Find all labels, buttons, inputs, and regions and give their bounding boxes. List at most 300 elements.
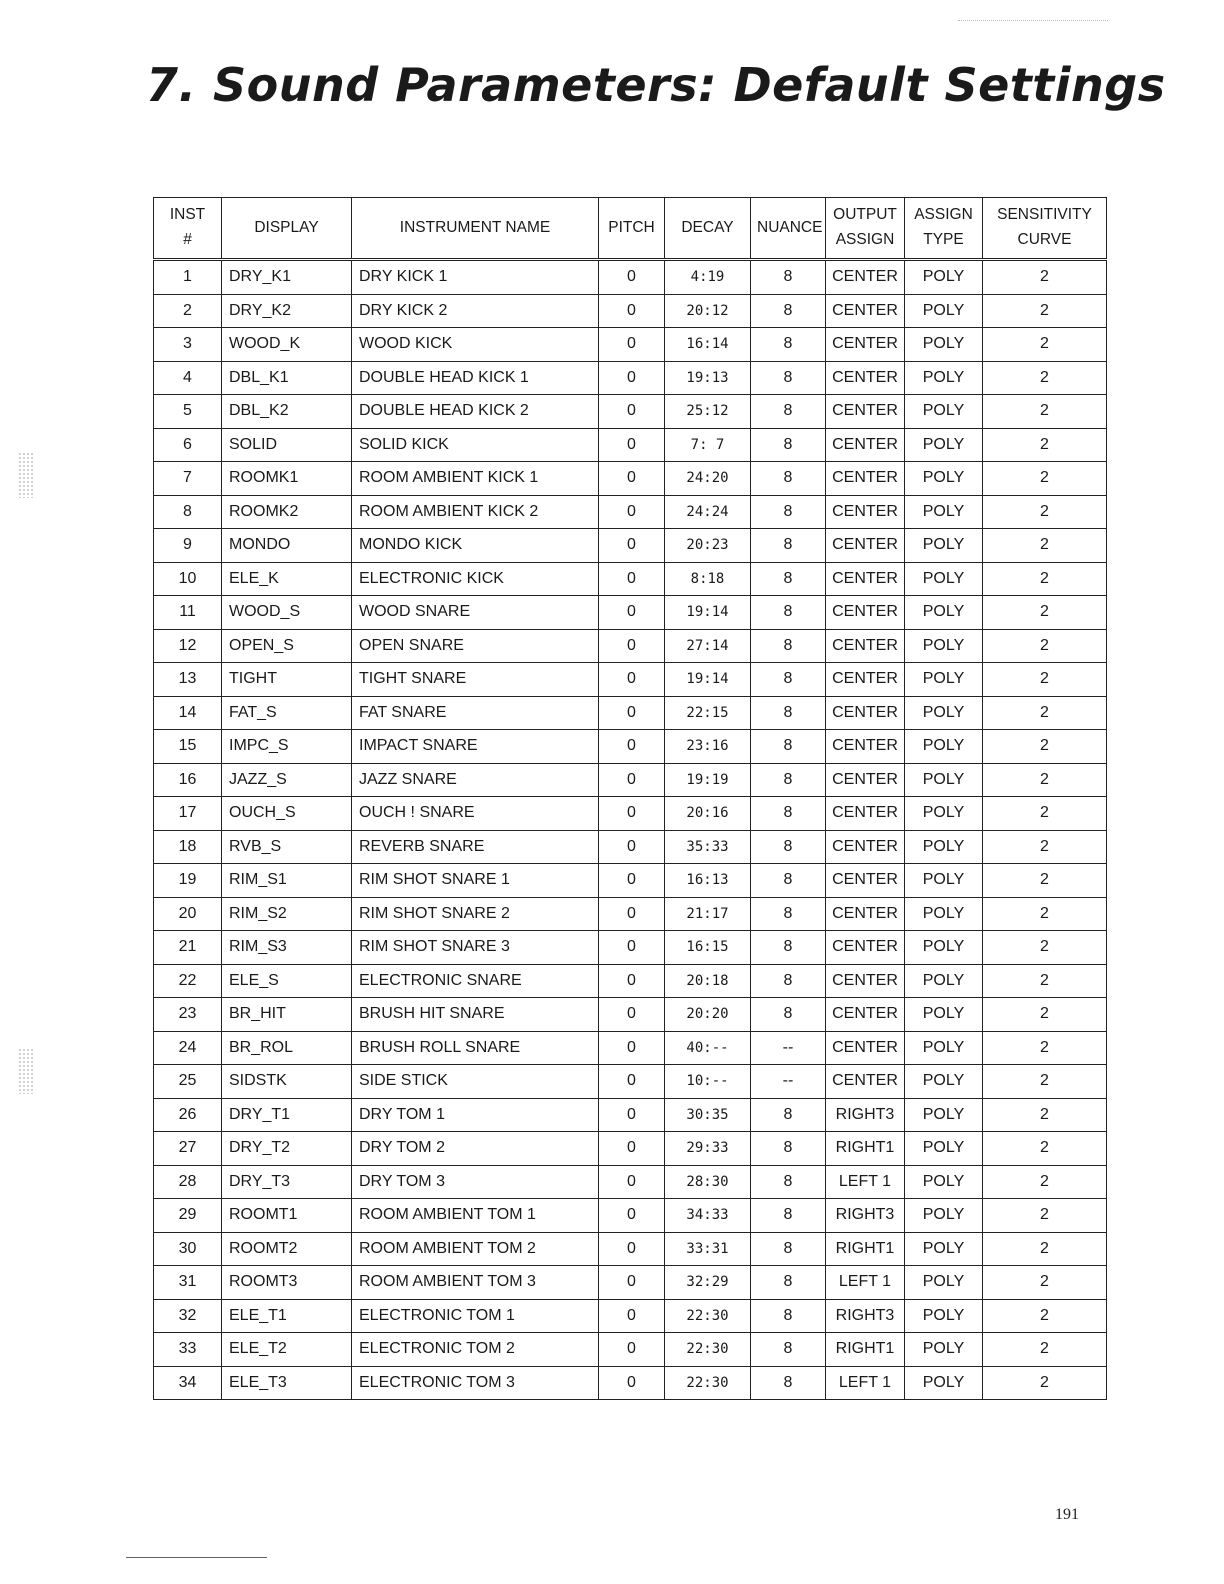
display-cell: WOOD_K bbox=[222, 328, 352, 362]
display-cell: DRY_T1 bbox=[222, 1098, 352, 1132]
nuance-cell: 8 bbox=[751, 260, 826, 295]
pitch-cell: 0 bbox=[599, 730, 665, 764]
header-inst-line1: INST bbox=[169, 206, 206, 224]
header-output-line2: ASSIGN bbox=[835, 231, 895, 248]
pitch-cell: 0 bbox=[599, 462, 665, 496]
pitch-cell: 0 bbox=[599, 964, 665, 998]
instrument-name-cell: ELECTRONIC TOM 2 bbox=[352, 1333, 599, 1367]
sensitivity-curve-cell: 2 bbox=[983, 696, 1107, 730]
header-sensitivity-curve bbox=[983, 198, 1107, 260]
assign-type-cell: POLY bbox=[905, 1165, 983, 1199]
decay-cell: 19:19 bbox=[665, 763, 751, 797]
pitch-cell: 0 bbox=[599, 931, 665, 965]
decay-cell: 33:31 bbox=[665, 1232, 751, 1266]
assign-type-cell: POLY bbox=[905, 864, 983, 898]
scan-artifact bbox=[18, 1048, 34, 1094]
inst-number-cell: 3 bbox=[154, 328, 222, 362]
inst-number-cell: 20 bbox=[154, 897, 222, 931]
assign-type-cell: POLY bbox=[905, 931, 983, 965]
nuance-cell: 8 bbox=[751, 395, 826, 429]
pitch-cell: 0 bbox=[599, 897, 665, 931]
nuance-cell: 8 bbox=[751, 1266, 826, 1300]
sensitivity-curve-cell: 2 bbox=[983, 294, 1107, 328]
nuance-cell: 8 bbox=[751, 1098, 826, 1132]
pitch-cell: 0 bbox=[599, 696, 665, 730]
assign-type-cell: POLY bbox=[905, 629, 983, 663]
display-cell: JAZZ_S bbox=[222, 763, 352, 797]
display-cell: RIM_S1 bbox=[222, 864, 352, 898]
output-assign-cell: LEFT 1 bbox=[826, 1165, 905, 1199]
output-assign-cell: CENTER bbox=[826, 495, 905, 529]
decay-cell: 32:29 bbox=[665, 1266, 751, 1300]
table-row bbox=[154, 361, 1107, 395]
sensitivity-curve-cell: 2 bbox=[983, 462, 1107, 496]
nuance-cell: 8 bbox=[751, 696, 826, 730]
nuance-cell: 8 bbox=[751, 897, 826, 931]
table-row bbox=[154, 562, 1107, 596]
header-decay-label: DECAY bbox=[681, 218, 734, 236]
sensitivity-curve-cell: 2 bbox=[983, 1098, 1107, 1132]
table-row bbox=[154, 395, 1107, 429]
sensitivity-curve-cell: 2 bbox=[983, 1333, 1107, 1367]
output-assign-cell: CENTER bbox=[826, 562, 905, 596]
inst-number-cell: 14 bbox=[154, 696, 222, 730]
sensitivity-curve-cell: 2 bbox=[983, 495, 1107, 529]
inst-number-cell: 23 bbox=[154, 998, 222, 1032]
decay-cell: 20:20 bbox=[665, 998, 751, 1032]
pitch-cell: 0 bbox=[599, 1333, 665, 1367]
table-row bbox=[154, 260, 1107, 295]
inst-number-cell: 16 bbox=[154, 763, 222, 797]
page-number: 191 bbox=[1055, 1506, 1079, 1523]
pitch-cell: 0 bbox=[599, 629, 665, 663]
sensitivity-curve-cell: 2 bbox=[983, 1299, 1107, 1333]
assign-type-cell: POLY bbox=[905, 964, 983, 998]
sensitivity-curve-cell: 2 bbox=[983, 428, 1107, 462]
sensitivity-curve-cell: 2 bbox=[983, 361, 1107, 395]
nuance-cell: -- bbox=[751, 1031, 826, 1065]
pitch-cell: 0 bbox=[599, 1098, 665, 1132]
decay-cell: 29:33 bbox=[665, 1132, 751, 1166]
instrument-name-cell: SIDE STICK bbox=[352, 1065, 599, 1099]
nuance-cell: 8 bbox=[751, 797, 826, 831]
decay-cell: 35:33 bbox=[665, 830, 751, 864]
assign-type-cell: POLY bbox=[905, 830, 983, 864]
sensitivity-curve-cell: 2 bbox=[983, 1165, 1107, 1199]
sensitivity-curve-cell: 2 bbox=[983, 260, 1107, 295]
table-body bbox=[154, 260, 1107, 1400]
decay-cell: 22:15 bbox=[665, 696, 751, 730]
header-inst-line2: # bbox=[183, 231, 192, 248]
decay-cell: 19:13 bbox=[665, 361, 751, 395]
sensitivity-curve-cell: 2 bbox=[983, 897, 1107, 931]
sensitivity-curve-cell: 2 bbox=[983, 1366, 1107, 1400]
display-cell: ELE_S bbox=[222, 964, 352, 998]
display-cell: RIM_S2 bbox=[222, 897, 352, 931]
nuance-cell: 8 bbox=[751, 931, 826, 965]
sound-parameters-table bbox=[153, 197, 1107, 1400]
output-assign-cell: RIGHT1 bbox=[826, 1232, 905, 1266]
inst-number-cell: 25 bbox=[154, 1065, 222, 1099]
table-row bbox=[154, 964, 1107, 998]
sensitivity-curve-cell: 2 bbox=[983, 830, 1107, 864]
sensitivity-curve-cell: 2 bbox=[983, 1065, 1107, 1099]
display-cell: ROOMT2 bbox=[222, 1232, 352, 1266]
inst-number-cell: 7 bbox=[154, 462, 222, 496]
decay-cell: 23:16 bbox=[665, 730, 751, 764]
assign-type-cell: POLY bbox=[905, 428, 983, 462]
display-cell: ELE_T1 bbox=[222, 1299, 352, 1333]
pitch-cell: 0 bbox=[599, 1266, 665, 1300]
display-cell: FAT_S bbox=[222, 696, 352, 730]
inst-number-cell: 4 bbox=[154, 361, 222, 395]
assign-type-cell: POLY bbox=[905, 1366, 983, 1400]
pitch-cell: 0 bbox=[599, 529, 665, 563]
pitch-cell: 0 bbox=[599, 1232, 665, 1266]
assign-type-cell: POLY bbox=[905, 562, 983, 596]
output-assign-cell: CENTER bbox=[826, 596, 905, 630]
decay-cell: 34:33 bbox=[665, 1199, 751, 1233]
display-cell: WOOD_S bbox=[222, 596, 352, 630]
nuance-cell: 8 bbox=[751, 328, 826, 362]
table-row bbox=[154, 1299, 1107, 1333]
pitch-cell: 0 bbox=[599, 395, 665, 429]
nuance-cell: 8 bbox=[751, 462, 826, 496]
table-row bbox=[154, 328, 1107, 362]
nuance-cell: 8 bbox=[751, 361, 826, 395]
output-assign-cell: CENTER bbox=[826, 260, 905, 295]
display-cell: RVB_S bbox=[222, 830, 352, 864]
output-assign-cell: CENTER bbox=[826, 1065, 905, 1099]
table-row bbox=[154, 428, 1107, 462]
display-cell: ROOMT3 bbox=[222, 1266, 352, 1300]
assign-type-cell: POLY bbox=[905, 529, 983, 563]
assign-type-cell: POLY bbox=[905, 1132, 983, 1166]
nuance-cell: 8 bbox=[751, 428, 826, 462]
assign-type-cell: POLY bbox=[905, 1232, 983, 1266]
instrument-name-cell: TIGHT SNARE bbox=[352, 663, 599, 697]
assign-type-cell: POLY bbox=[905, 1031, 983, 1065]
nuance-cell: 8 bbox=[751, 629, 826, 663]
display-cell: ELE_T3 bbox=[222, 1366, 352, 1400]
decay-cell: 10:-- bbox=[665, 1065, 751, 1099]
sensitivity-curve-cell: 2 bbox=[983, 1199, 1107, 1233]
table-row bbox=[154, 763, 1107, 797]
instrument-name-cell: DRY KICK 2 bbox=[352, 294, 599, 328]
decay-cell: 25:12 bbox=[665, 395, 751, 429]
instrument-name-cell: JAZZ SNARE bbox=[352, 763, 599, 797]
header-output-line1: OUTPUT bbox=[833, 206, 897, 224]
instrument-name-cell: WOOD KICK bbox=[352, 328, 599, 362]
pitch-cell: 0 bbox=[599, 428, 665, 462]
assign-type-cell: POLY bbox=[905, 260, 983, 295]
table-row bbox=[154, 629, 1107, 663]
decay-cell: 20:12 bbox=[665, 294, 751, 328]
header-output-assign bbox=[826, 198, 905, 260]
instrument-name-cell: DOUBLE HEAD KICK 1 bbox=[352, 361, 599, 395]
display-cell: DRY_K2 bbox=[222, 294, 352, 328]
output-assign-cell: CENTER bbox=[826, 663, 905, 697]
decay-cell: 16:15 bbox=[665, 931, 751, 965]
table-row bbox=[154, 495, 1107, 529]
nuance-cell: 8 bbox=[751, 864, 826, 898]
inst-number-cell: 27 bbox=[154, 1132, 222, 1166]
decay-cell: 40:-- bbox=[665, 1031, 751, 1065]
sensitivity-curve-cell: 2 bbox=[983, 1232, 1107, 1266]
pitch-cell: 0 bbox=[599, 797, 665, 831]
display-cell: ELE_T2 bbox=[222, 1333, 352, 1367]
instrument-name-cell: DOUBLE HEAD KICK 2 bbox=[352, 395, 599, 429]
instrument-name-cell: RIM SHOT SNARE 2 bbox=[352, 897, 599, 931]
nuance-cell: 8 bbox=[751, 1165, 826, 1199]
sensitivity-curve-cell: 2 bbox=[983, 328, 1107, 362]
table-row bbox=[154, 1031, 1107, 1065]
decay-cell: 20:23 bbox=[665, 529, 751, 563]
pitch-cell: 0 bbox=[599, 596, 665, 630]
table-row bbox=[154, 998, 1107, 1032]
header-assign-line1: ASSIGN bbox=[914, 206, 973, 224]
table-row bbox=[154, 596, 1107, 630]
assign-type-cell: POLY bbox=[905, 328, 983, 362]
decay-cell: 22:30 bbox=[665, 1299, 751, 1333]
header-display-label: DISPLAY bbox=[254, 218, 319, 236]
nuance-cell: 8 bbox=[751, 1199, 826, 1233]
assign-type-cell: POLY bbox=[905, 361, 983, 395]
pitch-cell: 0 bbox=[599, 361, 665, 395]
output-assign-cell: CENTER bbox=[826, 428, 905, 462]
table-row bbox=[154, 864, 1107, 898]
assign-type-cell: POLY bbox=[905, 897, 983, 931]
display-cell: BR_HIT bbox=[222, 998, 352, 1032]
nuance-cell: 8 bbox=[751, 1366, 826, 1400]
inst-number-cell: 13 bbox=[154, 663, 222, 697]
nuance-cell: 8 bbox=[751, 830, 826, 864]
header-curve-line1: SENSITIVITY bbox=[997, 206, 1092, 224]
nuance-cell: 8 bbox=[751, 1132, 826, 1166]
assign-type-cell: POLY bbox=[905, 395, 983, 429]
assign-type-cell: POLY bbox=[905, 663, 983, 697]
display-cell: DBL_K2 bbox=[222, 395, 352, 429]
instrument-name-cell: SOLID KICK bbox=[352, 428, 599, 462]
header-nuance-label: NUANCE bbox=[757, 218, 823, 236]
output-assign-cell: CENTER bbox=[826, 629, 905, 663]
output-assign-cell: RIGHT3 bbox=[826, 1098, 905, 1132]
instrument-name-cell: ELECTRONIC TOM 1 bbox=[352, 1299, 599, 1333]
header-row bbox=[154, 198, 1107, 260]
sensitivity-curve-cell: 2 bbox=[983, 1031, 1107, 1065]
decay-cell: 24:24 bbox=[665, 495, 751, 529]
output-assign-cell: RIGHT1 bbox=[826, 1333, 905, 1367]
header-decay bbox=[665, 198, 751, 260]
sensitivity-curve-cell: 2 bbox=[983, 998, 1107, 1032]
table-row bbox=[154, 1366, 1107, 1400]
pitch-cell: 0 bbox=[599, 294, 665, 328]
instrument-name-cell: RIM SHOT SNARE 1 bbox=[352, 864, 599, 898]
pitch-cell: 0 bbox=[599, 998, 665, 1032]
table-row bbox=[154, 663, 1107, 697]
instrument-name-cell: RIM SHOT SNARE 3 bbox=[352, 931, 599, 965]
assign-type-cell: POLY bbox=[905, 1299, 983, 1333]
nuance-cell: 8 bbox=[751, 663, 826, 697]
nuance-cell: 8 bbox=[751, 529, 826, 563]
pitch-cell: 0 bbox=[599, 1199, 665, 1233]
table-row bbox=[154, 931, 1107, 965]
output-assign-cell: CENTER bbox=[826, 931, 905, 965]
assign-type-cell: POLY bbox=[905, 1266, 983, 1300]
assign-type-cell: POLY bbox=[905, 1199, 983, 1233]
output-assign-cell: RIGHT3 bbox=[826, 1199, 905, 1233]
inst-number-cell: 11 bbox=[154, 596, 222, 630]
sensitivity-curve-cell: 2 bbox=[983, 763, 1107, 797]
table-row bbox=[154, 1266, 1107, 1300]
sensitivity-curve-cell: 2 bbox=[983, 395, 1107, 429]
instrument-name-cell: OUCH ! SNARE bbox=[352, 797, 599, 831]
output-assign-cell: CENTER bbox=[826, 361, 905, 395]
decay-cell: 30:35 bbox=[665, 1098, 751, 1132]
display-cell: IMPC_S bbox=[222, 730, 352, 764]
sensitivity-curve-cell: 2 bbox=[983, 562, 1107, 596]
display-cell: OPEN_S bbox=[222, 629, 352, 663]
assign-type-cell: POLY bbox=[905, 797, 983, 831]
inst-number-cell: 10 bbox=[154, 562, 222, 596]
table-row bbox=[154, 1132, 1107, 1166]
output-assign-cell: CENTER bbox=[826, 529, 905, 563]
inst-number-cell: 32 bbox=[154, 1299, 222, 1333]
decay-cell: 20:16 bbox=[665, 797, 751, 831]
display-cell: TIGHT bbox=[222, 663, 352, 697]
output-assign-cell: LEFT 1 bbox=[826, 1266, 905, 1300]
header-instrument-name bbox=[352, 198, 599, 260]
assign-type-cell: POLY bbox=[905, 998, 983, 1032]
decay-cell: 19:14 bbox=[665, 663, 751, 697]
nuance-cell: -- bbox=[751, 1065, 826, 1099]
display-cell: MONDO bbox=[222, 529, 352, 563]
instrument-name-cell: DRY TOM 3 bbox=[352, 1165, 599, 1199]
output-assign-cell: CENTER bbox=[826, 763, 905, 797]
instrument-name-cell: ELECTRONIC KICK bbox=[352, 562, 599, 596]
sound-parameters-table-container bbox=[153, 197, 1106, 1400]
inst-number-cell: 21 bbox=[154, 931, 222, 965]
footer-rule bbox=[126, 1557, 267, 1558]
assign-type-cell: POLY bbox=[905, 495, 983, 529]
instrument-name-cell: ROOM AMBIENT TOM 1 bbox=[352, 1199, 599, 1233]
output-assign-cell: CENTER bbox=[826, 696, 905, 730]
instrument-name-cell: DRY KICK 1 bbox=[352, 260, 599, 295]
table-row bbox=[154, 1098, 1107, 1132]
table-row bbox=[154, 897, 1107, 931]
header-pitch bbox=[599, 198, 665, 260]
nuance-cell: 8 bbox=[751, 562, 826, 596]
inst-number-cell: 31 bbox=[154, 1266, 222, 1300]
header-name-label: INSTRUMENT NAME bbox=[399, 218, 551, 236]
output-assign-cell: LEFT 1 bbox=[826, 1366, 905, 1400]
pitch-cell: 0 bbox=[599, 1366, 665, 1400]
table-row bbox=[154, 529, 1107, 563]
pitch-cell: 0 bbox=[599, 260, 665, 295]
pitch-cell: 0 bbox=[599, 1165, 665, 1199]
display-cell: DRY_T2 bbox=[222, 1132, 352, 1166]
nuance-cell: 8 bbox=[751, 1299, 826, 1333]
decay-cell: 7: 7 bbox=[665, 428, 751, 462]
inst-number-cell: 24 bbox=[154, 1031, 222, 1065]
inst-number-cell: 12 bbox=[154, 629, 222, 663]
output-assign-cell: CENTER bbox=[826, 897, 905, 931]
assign-type-cell: POLY bbox=[905, 763, 983, 797]
instrument-name-cell: ROOM AMBIENT KICK 2 bbox=[352, 495, 599, 529]
sensitivity-curve-cell: 2 bbox=[983, 596, 1107, 630]
instrument-name-cell: MONDO KICK bbox=[352, 529, 599, 563]
header-inst bbox=[154, 198, 222, 260]
header-pitch-label: PITCH bbox=[608, 218, 655, 236]
inst-number-cell: 18 bbox=[154, 830, 222, 864]
inst-number-cell: 2 bbox=[154, 294, 222, 328]
nuance-cell: 8 bbox=[751, 730, 826, 764]
output-assign-cell: CENTER bbox=[826, 1031, 905, 1065]
output-assign-cell: CENTER bbox=[826, 830, 905, 864]
sensitivity-curve-cell: 2 bbox=[983, 529, 1107, 563]
nuance-cell: 8 bbox=[751, 1333, 826, 1367]
decay-cell: 21:17 bbox=[665, 897, 751, 931]
pitch-cell: 0 bbox=[599, 495, 665, 529]
inst-number-cell: 26 bbox=[154, 1098, 222, 1132]
decay-cell: 8:18 bbox=[665, 562, 751, 596]
header-nuance bbox=[751, 198, 826, 260]
assign-type-cell: POLY bbox=[905, 1065, 983, 1099]
table-row bbox=[154, 1165, 1107, 1199]
inst-number-cell: 1 bbox=[154, 260, 222, 295]
display-cell: DRY_K1 bbox=[222, 260, 352, 295]
sensitivity-curve-cell: 2 bbox=[983, 663, 1107, 697]
table-row bbox=[154, 830, 1107, 864]
display-cell: ROOMK2 bbox=[222, 495, 352, 529]
inst-number-cell: 34 bbox=[154, 1366, 222, 1400]
pitch-cell: 0 bbox=[599, 830, 665, 864]
display-cell: DBL_K1 bbox=[222, 361, 352, 395]
table-row bbox=[154, 1232, 1107, 1266]
display-cell: ROOMK1 bbox=[222, 462, 352, 496]
pitch-cell: 0 bbox=[599, 1031, 665, 1065]
instrument-name-cell: FAT SNARE bbox=[352, 696, 599, 730]
sensitivity-curve-cell: 2 bbox=[983, 1132, 1107, 1166]
instrument-name-cell: DRY TOM 2 bbox=[352, 1132, 599, 1166]
instrument-name-cell: DRY TOM 1 bbox=[352, 1098, 599, 1132]
output-assign-cell: CENTER bbox=[826, 730, 905, 764]
output-assign-cell: RIGHT3 bbox=[826, 1299, 905, 1333]
assign-type-cell: POLY bbox=[905, 1098, 983, 1132]
table-row bbox=[154, 730, 1107, 764]
instrument-name-cell: REVERB SNARE bbox=[352, 830, 599, 864]
nuance-cell: 8 bbox=[751, 1232, 826, 1266]
output-assign-cell: CENTER bbox=[826, 328, 905, 362]
inst-number-cell: 9 bbox=[154, 529, 222, 563]
output-assign-cell: CENTER bbox=[826, 998, 905, 1032]
instrument-name-cell: BRUSH ROLL SNARE bbox=[352, 1031, 599, 1065]
inst-number-cell: 30 bbox=[154, 1232, 222, 1266]
inst-number-cell: 8 bbox=[154, 495, 222, 529]
decay-cell: 4:19 bbox=[665, 260, 751, 295]
output-assign-cell: CENTER bbox=[826, 864, 905, 898]
assign-type-cell: POLY bbox=[905, 596, 983, 630]
pitch-cell: 0 bbox=[599, 864, 665, 898]
inst-number-cell: 33 bbox=[154, 1333, 222, 1367]
header-display bbox=[222, 198, 352, 260]
table-row bbox=[154, 462, 1107, 496]
instrument-name-cell: IMPACT SNARE bbox=[352, 730, 599, 764]
sensitivity-curve-cell: 2 bbox=[983, 964, 1107, 998]
table-row bbox=[154, 797, 1107, 831]
output-assign-cell: CENTER bbox=[826, 294, 905, 328]
display-cell: BR_ROL bbox=[222, 1031, 352, 1065]
